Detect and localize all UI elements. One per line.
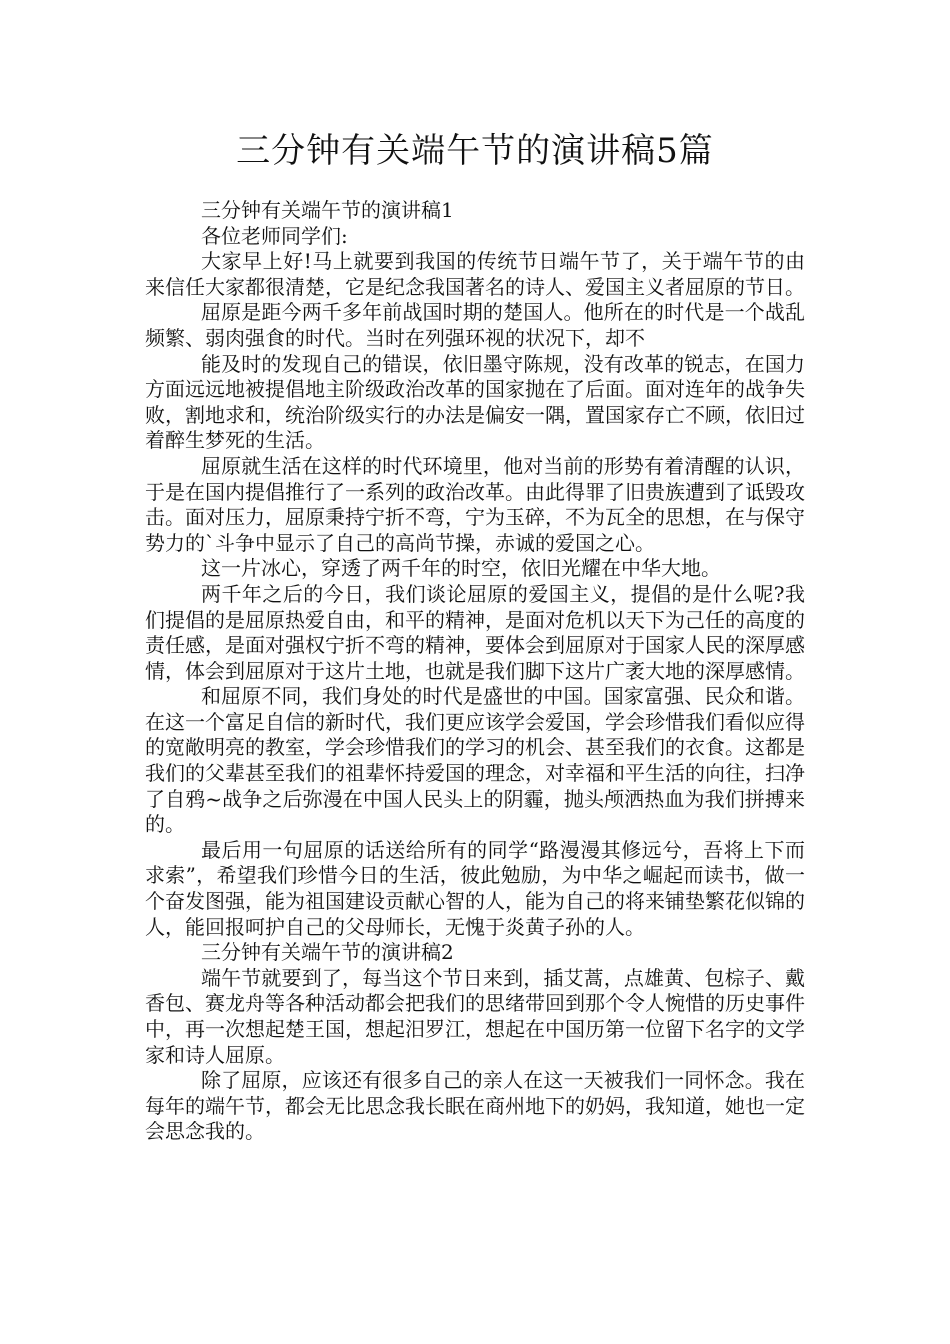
- section-heading-1: 三分钟有关端午节的演讲稿1: [201, 198, 454, 222]
- section-heading-2: 三分钟有关端午节的演讲稿2: [201, 940, 454, 965]
- paragraph: 端午节就要到了，每当这个节日来到，插艾蒿，点雄黄、包棕子、戴香包、赛龙舟等各种活动都会把我们的思绪带回到那个令人惋惜的历史事件中，再一次想起楚王国，想起汨罗江，想起在中国历第一位留下名字的文学家和诗人屈原。: [145, 965, 805, 1067]
- paragraph: 最后用一句屈原的话送给所有的同学“路漫漫其修远兮，吾将上下而求索”，希望我们珍惜今日的生活，彼此勉励，为中华之崛起而读书，做一个奋发图强，能为祖国建设贡献心智的人，能为自己的将来铺垫繁花似锦的人，能回报呵护自己的父母师长，无愧于炎黄子孙的人。: [145, 837, 805, 939]
- paragraph: 除了屈原，应该还有很多自己的亲人在这一天被我们一同怀念。我在每年的端午节，都会无比思念我长眠在商州地下的奶妈，我知道，她也一定会思念我的。: [145, 1068, 805, 1144]
- document-body: [145, 198, 805, 1145]
- paragraph: 屈原是距今两千多年前战国时期的楚国人。他所在的时代是一个战乱频繁、弱肉强食的时代。当时在列强环视的状况下，却不: [145, 300, 805, 350]
- paragraph: 和屈原不同，我们身处的时代是盛世的中国。国家富强、民众和谐。在这一个富足自信的新时代，我们更应该学会爱国，学会珍惜我们看似应得的宽敞明亮的教室，学会珍惜我们的学习的机会、甚至我们的衣食。这都是我们的父辈甚至我们的祖辈怀持爱国的理念，对幸福和平生活的向往，扫净了自鸦~战争之后弥漫在中国人民头上的阴霾，抛头颅洒热血为我们拼搏来的。: [145, 684, 805, 837]
- paragraph: 大家早上好!马上就要到我国的传统节日端午节了，关于端午节的由来信任大家都很清楚，它是纪念我国著名的诗人、爱国主义者屈原的节日。: [145, 249, 805, 299]
- paragraph: 屈原就生活在这样的时代环境里，他对当前的形势有着清醒的认识，于是在国内提倡推行了一系列的政治改革。由此得罪了旧贵族遭到了诋毁攻击。面对压力，屈原秉持宁折不弯，宁为玉碎，不为瓦全的思想，在与保守势力的`斗争中显示了自己的高尚节操，赤诚的爱国之心。: [145, 453, 805, 555]
- salutation: 各位老师同学们:: [201, 223, 348, 248]
- paragraph: 这一片冰心，穿透了两千年的时空，依旧光耀在中华大地。: [201, 556, 721, 581]
- document-title: 三分钟有关端午节的演讲稿5篇: [236, 131, 714, 171]
- paragraph: 两千年之后的今日，我们谈论屈原的爱国主义，提倡的是什么呢?我们提倡的是屈原热爱自由，和平的精神，是面对危机以天下为己任的高度的责任感，是面对强权宁折不弯的精神，要体会到屈原对于国家人民的深厚感情，体会到屈原对于这片土地，也就是我们脚下这片广袤大地的深厚感情。: [145, 581, 805, 683]
- paragraph: 能及时的发现自己的错误，依旧墨守陈规，没有改革的锐志，在国力方面远远地被提倡地主阶级政治改革的国家抛在了后面。面对连年的战争失败，割地求和，统治阶级实行的办法是偏安一隅，置国家存亡不顾，依旧过着醉生梦死的生活。: [145, 351, 805, 453]
